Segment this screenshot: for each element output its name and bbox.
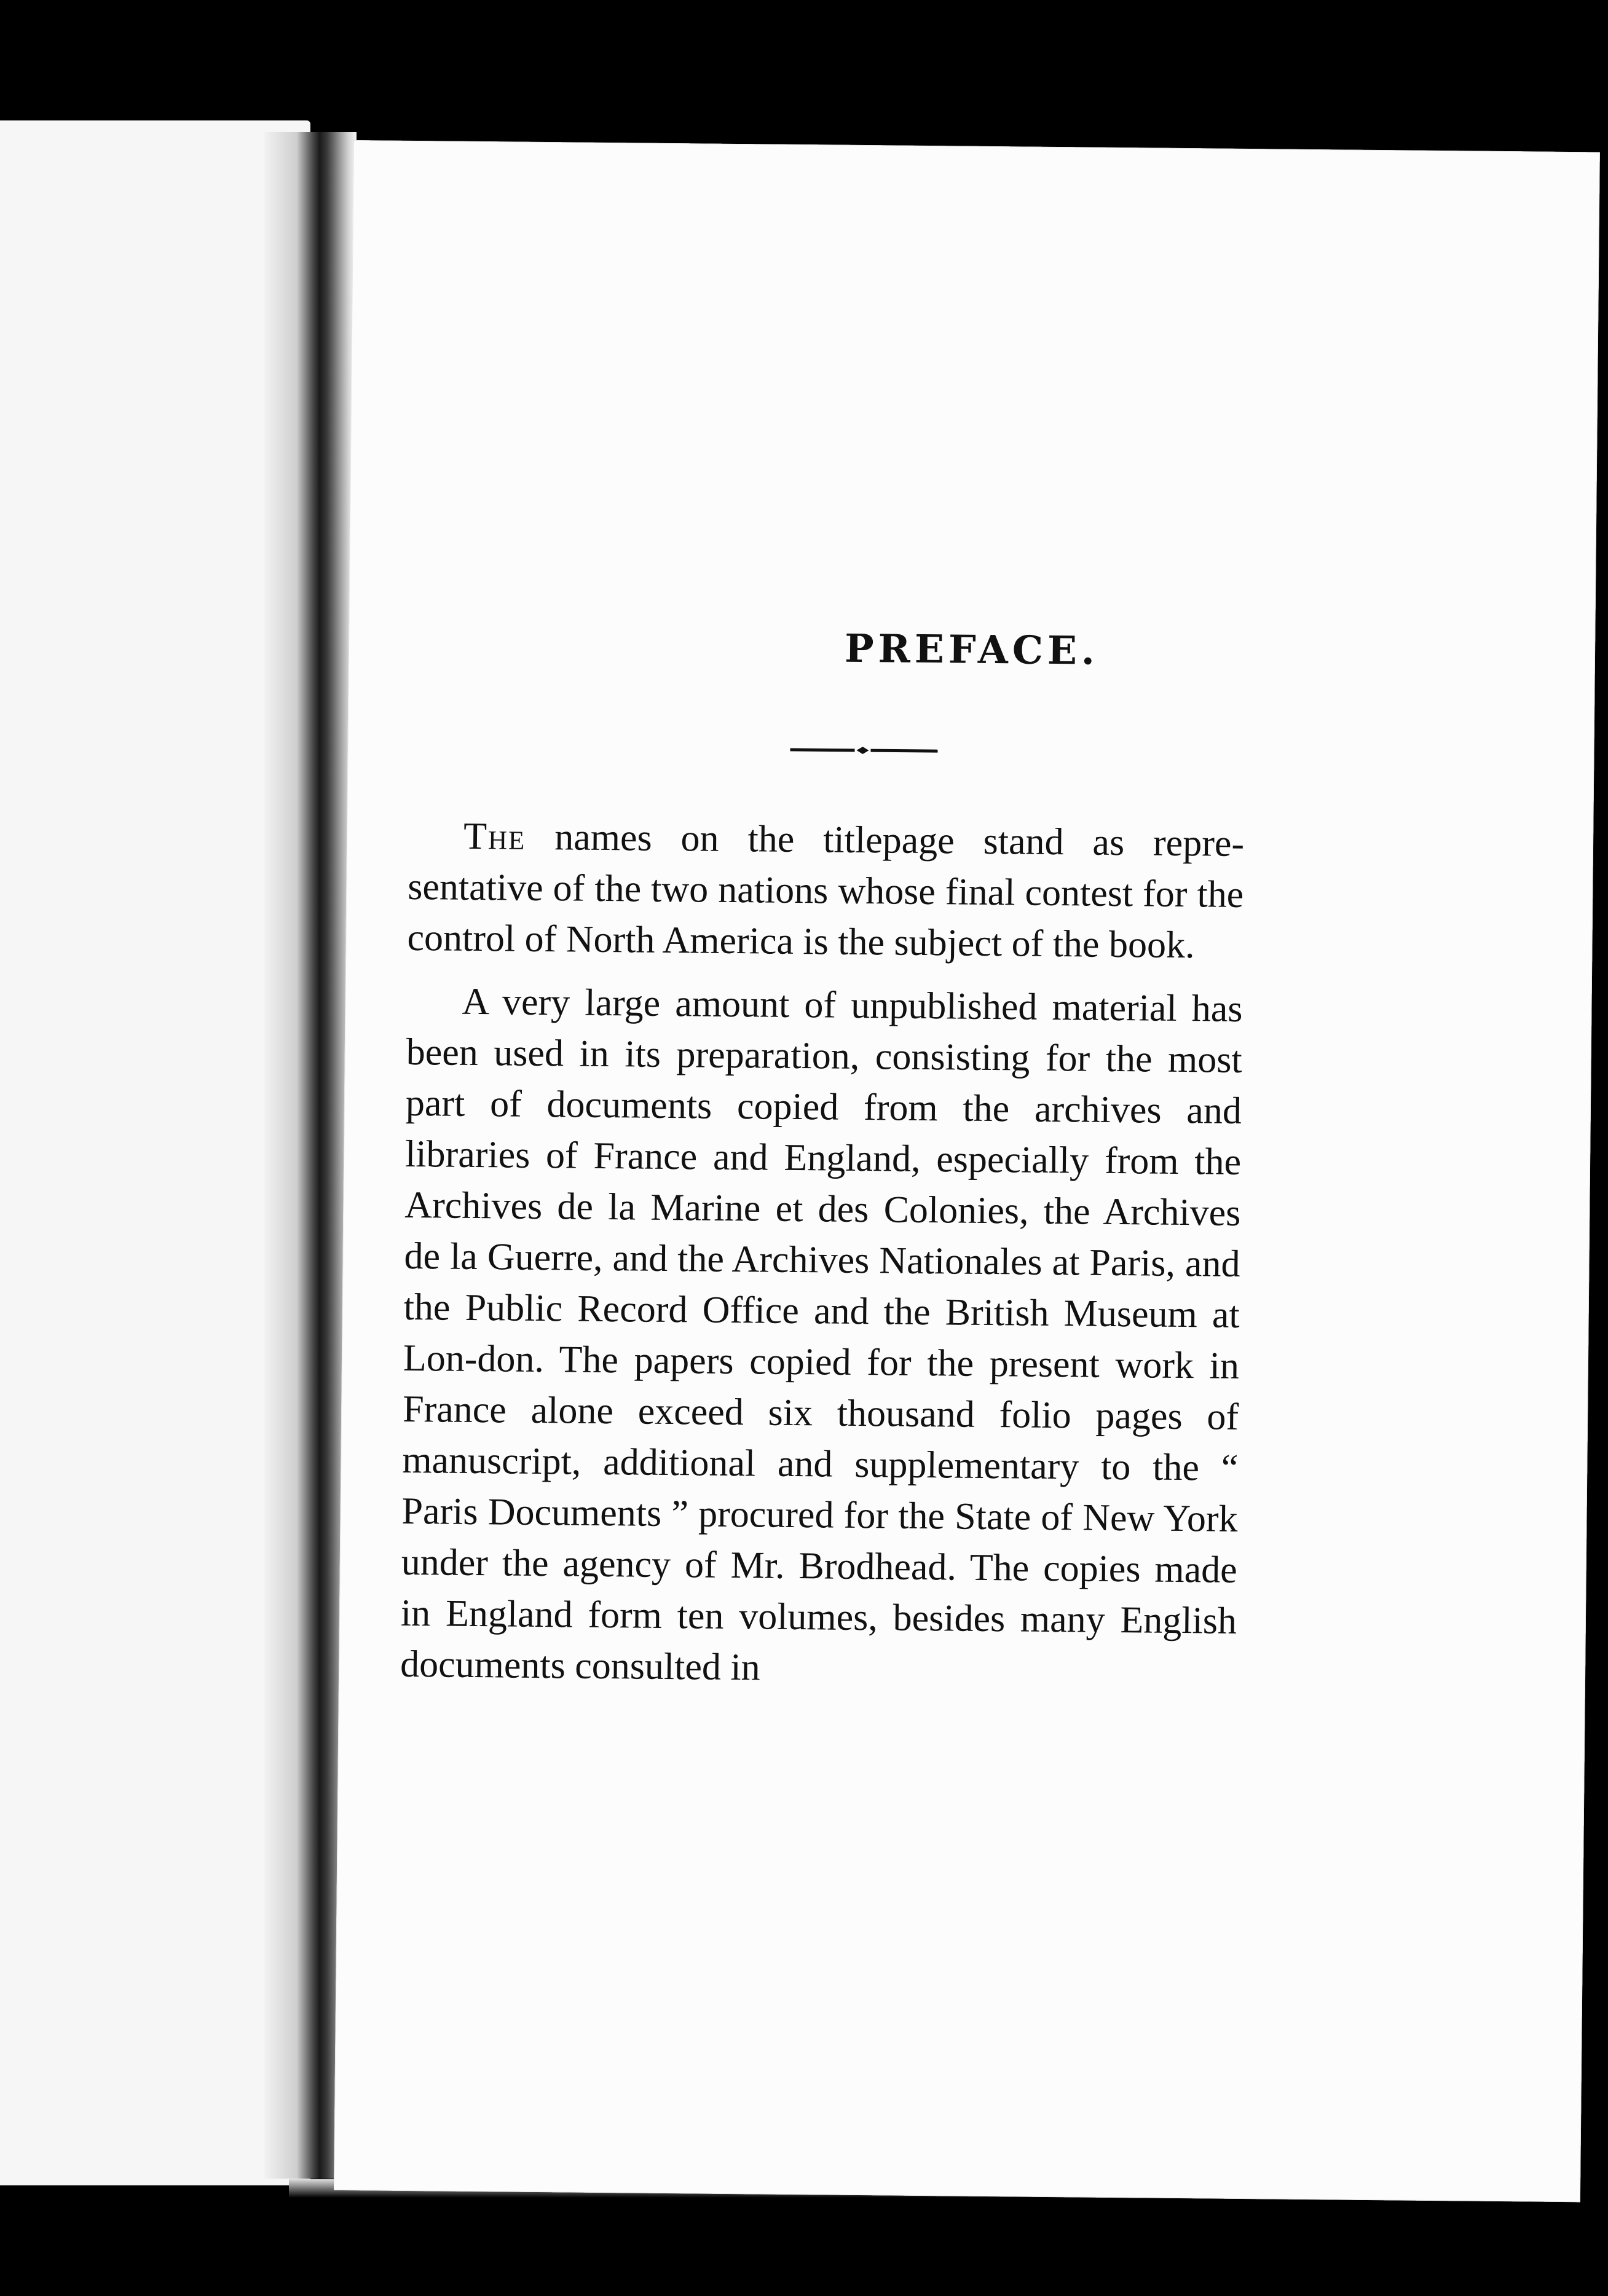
paragraph-lead-word: The xyxy=(463,815,526,858)
title-ornament-rule xyxy=(790,744,937,757)
page-title: PREFACE. xyxy=(844,625,1100,674)
paragraph-text: A very large amount of unpublished material has been used in its preparation, consisting for the most part of documents copied from the archives and libraries of France and England, especially from the Archives de la Marine et des Colonies, the Archives de la Guerre, and the Archives Nationales at Paris, and the Public Record Office and the British Museum at Lon-don. The papers copied for the present work in France alone exceed six thousand folio pages of manuscript, additional and supplementary to the “ Paris Documents ” procured for the State of New York under the agency of Mr. Brodhead. The copies made in England form ten volumes, besides many English documents consulted in xyxy=(400,980,1243,1689)
preface-body xyxy=(400,811,1245,1710)
paragraph-text: names on the titlepage stand as repre-sentative of the two nations whose final contest for the control of North America is the subject of the book. xyxy=(407,816,1245,967)
book-page xyxy=(334,140,1600,2202)
paragraph-2 xyxy=(400,976,1243,1698)
paragraph-1 xyxy=(407,811,1244,972)
